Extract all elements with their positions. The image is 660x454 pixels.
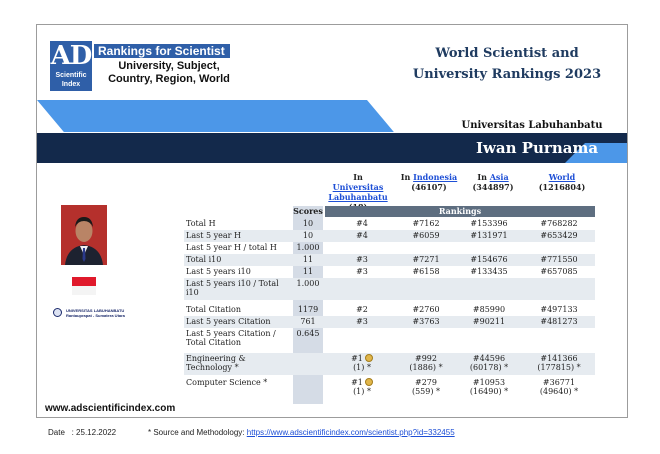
uni-logo-text: UNIVERSITAS LABUHANBATU bbox=[66, 308, 125, 313]
site-url[interactable]: www.adscientificindex.com bbox=[45, 403, 176, 414]
table-row bbox=[184, 304, 595, 316]
rank-country: #7162 bbox=[412, 219, 440, 228]
row-score: 11 bbox=[302, 255, 314, 264]
date-separator: : bbox=[71, 428, 74, 437]
rank-region: #90211 bbox=[472, 317, 506, 326]
rank-value: #36771 bbox=[542, 378, 576, 387]
rank-region bbox=[459, 354, 519, 372]
rank-world: #771550 bbox=[540, 255, 578, 264]
page-title bbox=[397, 43, 617, 85]
table-row bbox=[184, 328, 595, 350]
column-header-region bbox=[463, 172, 523, 192]
column-count: (1216804) bbox=[538, 182, 586, 192]
rank-country: #7271 bbox=[412, 255, 440, 264]
person-photo bbox=[61, 205, 107, 265]
indonesia-flag-icon bbox=[72, 277, 96, 295]
date-line bbox=[48, 428, 116, 437]
rank-country: #6158 bbox=[412, 267, 440, 276]
row-score: 761 bbox=[300, 317, 316, 326]
column-count: (46107) bbox=[411, 182, 447, 192]
row-label: Last 5 years i10 bbox=[186, 267, 251, 276]
rank-world bbox=[529, 354, 589, 372]
medal-icon bbox=[365, 378, 373, 386]
table-row bbox=[184, 230, 595, 242]
rank-country: #2760 bbox=[412, 305, 440, 314]
region-link[interactable]: Asia bbox=[489, 172, 509, 182]
row-label: Total i10 bbox=[186, 255, 222, 264]
country-link[interactable]: Indonesia bbox=[413, 172, 458, 182]
university-name: Universitas Labuhanbatu bbox=[461, 120, 603, 131]
rank-total: (16490) * bbox=[469, 387, 509, 396]
table-row bbox=[184, 218, 595, 230]
rank-total: (60178) * bbox=[469, 363, 509, 372]
rank-world bbox=[529, 378, 589, 396]
rank-value: #992 bbox=[415, 354, 437, 363]
row-label: Last 5 years Citation / Total Citation bbox=[186, 329, 276, 347]
row-score: 1.000 bbox=[296, 243, 320, 252]
decorative-stripe bbox=[37, 100, 394, 132]
row-label: Total Citation bbox=[186, 305, 242, 314]
row-score: 10 bbox=[302, 219, 314, 228]
column-prefix: In bbox=[400, 172, 414, 182]
rank-region: #153396 bbox=[470, 219, 508, 228]
rank-total: (49640) * bbox=[539, 387, 579, 396]
rank-world: #657085 bbox=[540, 267, 578, 276]
rank-country bbox=[396, 354, 456, 372]
medal-icon bbox=[365, 354, 373, 362]
rank-value: #141366 bbox=[540, 354, 578, 363]
table-row bbox=[184, 266, 595, 278]
logo-ad-text: AD bbox=[50, 41, 92, 71]
rank-university: #4 bbox=[356, 231, 368, 240]
rank-country bbox=[396, 378, 456, 396]
uni-logo-sub: Rantauprapat - Sumatera Utara bbox=[66, 313, 125, 318]
row-score: 1179 bbox=[297, 305, 319, 314]
table-row bbox=[184, 316, 595, 328]
rank-region: #131971 bbox=[470, 231, 508, 240]
rank-total: (1) * bbox=[353, 363, 371, 372]
rank-university: #3 bbox=[356, 255, 368, 264]
column-prefix: In bbox=[353, 172, 363, 182]
logo-band: Rankings for Scientist bbox=[94, 44, 230, 58]
rank-country: #3763 bbox=[412, 317, 440, 326]
rank-region: #154676 bbox=[470, 255, 508, 264]
table-row bbox=[184, 278, 595, 300]
rank-university: #2 bbox=[356, 305, 368, 314]
logo-subtitle-line1: University, Subject, bbox=[118, 60, 220, 72]
rank-value: #279 bbox=[415, 378, 437, 387]
row-score: 1.000 bbox=[296, 279, 320, 288]
table-row bbox=[184, 377, 595, 399]
table-row bbox=[184, 242, 595, 254]
rank-value: #44596 bbox=[472, 354, 506, 363]
source-label: * Source and Methodology: bbox=[148, 428, 245, 437]
rank-value: #1 bbox=[351, 378, 363, 387]
ranking-card bbox=[36, 24, 628, 418]
row-label: Last 5 years i10 / Total i10 bbox=[186, 279, 279, 297]
table-row bbox=[184, 254, 595, 266]
date-value: 25.12.2022 bbox=[76, 428, 117, 437]
scores-header: Scores bbox=[293, 206, 323, 216]
row-score: 11 bbox=[302, 267, 314, 276]
rank-university: #3 bbox=[356, 317, 368, 326]
date-label: Date bbox=[48, 428, 65, 437]
rank-region: #133435 bbox=[470, 267, 508, 276]
rank-total: (1886) * bbox=[409, 363, 443, 372]
rank-region bbox=[459, 378, 519, 396]
rank-region: #85990 bbox=[472, 305, 506, 314]
row-score: 0.645 bbox=[296, 329, 320, 338]
column-header-country bbox=[397, 172, 461, 192]
row-score: 10 bbox=[302, 231, 314, 240]
row-label: Last 5 year H bbox=[186, 231, 241, 240]
rankings-header: Rankings bbox=[325, 206, 595, 217]
column-header-world bbox=[529, 172, 595, 192]
rank-value: #10953 bbox=[472, 378, 506, 387]
logo-scientific-index: Scientific Index bbox=[55, 72, 87, 88]
title-line2: University Rankings 2023 bbox=[412, 67, 602, 82]
rank-total: (1) * bbox=[353, 387, 371, 396]
row-label: Total H bbox=[186, 219, 216, 228]
logo-subtitle bbox=[99, 60, 239, 86]
rank-university: #4 bbox=[356, 219, 368, 228]
rank-world: #481273 bbox=[540, 317, 578, 326]
row-label: Last 5 years Citation bbox=[186, 317, 271, 326]
column-prefix: In bbox=[477, 172, 490, 182]
title-line1: World Scientist and bbox=[435, 46, 579, 61]
row-label: Engineering & Technology * bbox=[186, 354, 246, 372]
row-label: Last 5 year H / total H bbox=[186, 243, 277, 252]
person-name: Iwan Purnama bbox=[475, 139, 599, 157]
ad-logo bbox=[50, 41, 92, 91]
world-link[interactable]: World bbox=[548, 172, 576, 182]
rank-total: (177815) * bbox=[537, 363, 581, 372]
table-row bbox=[184, 353, 595, 375]
logo-subtitle-line2: Country, Region, World bbox=[108, 73, 230, 85]
source-link[interactable]: https://www.adscientificindex.com/scientist.php?id=332455 bbox=[246, 428, 455, 437]
university-link[interactable]: Universitas Labuhanbatu bbox=[328, 182, 388, 202]
rank-world: #768282 bbox=[540, 219, 578, 228]
rank-country: #6059 bbox=[412, 231, 440, 240]
rank-world: #497133 bbox=[540, 305, 578, 314]
rank-total: (559) * bbox=[411, 387, 441, 396]
rank-university bbox=[332, 354, 392, 372]
source-line bbox=[148, 428, 455, 437]
rank-world: #653429 bbox=[540, 231, 578, 240]
rank-university bbox=[332, 378, 392, 396]
university-logo-icon bbox=[53, 307, 125, 319]
rank-value: #1 bbox=[351, 354, 363, 363]
column-count: (344897) bbox=[472, 182, 514, 192]
rank-university: #3 bbox=[356, 267, 368, 276]
row-label: Computer Science * bbox=[186, 378, 268, 387]
